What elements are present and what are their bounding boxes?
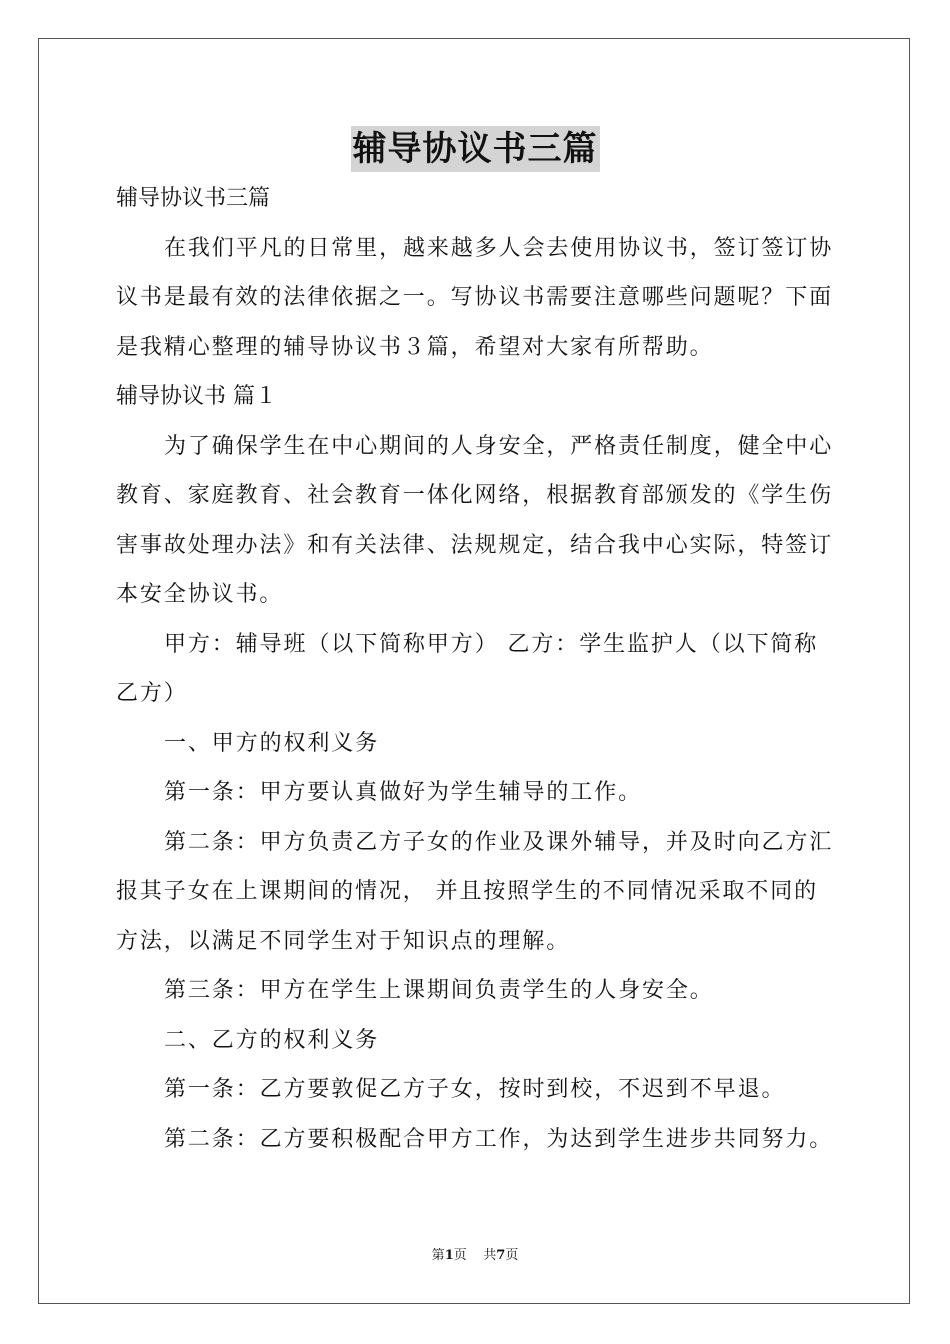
paragraph-line: 为了确保学生在中心期间的人身安全，严格责任制度，健全中心 (164, 433, 834, 459)
document-body (116, 174, 836, 1164)
clause-line: 方法，以满足不同学生对于知识点的理解。 (116, 928, 571, 954)
paragraph-line: 是我精心整理的辅导协议书３篇，希望对大家有所帮助。 (116, 334, 714, 360)
paragraph-line: 乙方） (116, 681, 188, 706)
clause-line: 第二条：乙方要积极配合甲方工作，为达到学生进步共同努力。 (164, 1126, 834, 1152)
clause-line: 第一条：乙方要敦促乙方子女，按时到校，不迟到不早退。 (164, 1077, 786, 1102)
paragraph-line: 甲方：辅导班（以下简称甲方） 乙方：学生监护人（以下简称 (164, 631, 819, 657)
page-suffix: 页 (505, 1248, 519, 1263)
clause-heading: 一、甲方的权利义务 (164, 730, 380, 756)
paragraph-line: 议书是最有效的法律依据之一。写协议书需要注意哪些问题呢？下面 (116, 285, 834, 310)
page-prefix: 第 (431, 1248, 445, 1263)
title-container (0, 126, 950, 172)
clause-line: 第三条：甲方在学生上课期间负责学生的人身安全。 (164, 978, 714, 1003)
paragraph-line: 在我们平凡的日常里，越来越多人会去使用协议书，签订签订协 (164, 235, 834, 261)
paragraph-line: 本安全协议书。 (116, 582, 284, 607)
clause-line: 第二条：甲方负责乙方子女的作业及课外辅导，并及时向乙方汇 (164, 829, 834, 855)
page-total: 7 (496, 1248, 506, 1263)
page-current: 1 (444, 1248, 454, 1263)
clause-heading: 二、乙方的权利义务 (164, 1027, 380, 1053)
clause-line: 第一条：甲方要认真做好为学生辅导的工作。 (164, 780, 643, 805)
paragraph-line: 教育、家庭教育、社会教育一体化网络，根据教育部颁发的《学生伤 (116, 483, 834, 508)
subtitle-line: 辅导协议书三篇 (116, 186, 271, 211)
paragraph-line: 害事故处理办法》和有关法律、法规规定，结合我中心实际，特签订 (116, 532, 834, 558)
section-heading: 辅导协议书 篇１ (116, 384, 277, 409)
page-footer (0, 1246, 950, 1266)
page-mid: 页 共 (453, 1248, 497, 1263)
clause-line: 报其子女在上课期间的情况， 并且按照学生的不同情况采取不同的 (116, 879, 818, 904)
document-title: 辅导协议书三篇 (351, 126, 600, 172)
